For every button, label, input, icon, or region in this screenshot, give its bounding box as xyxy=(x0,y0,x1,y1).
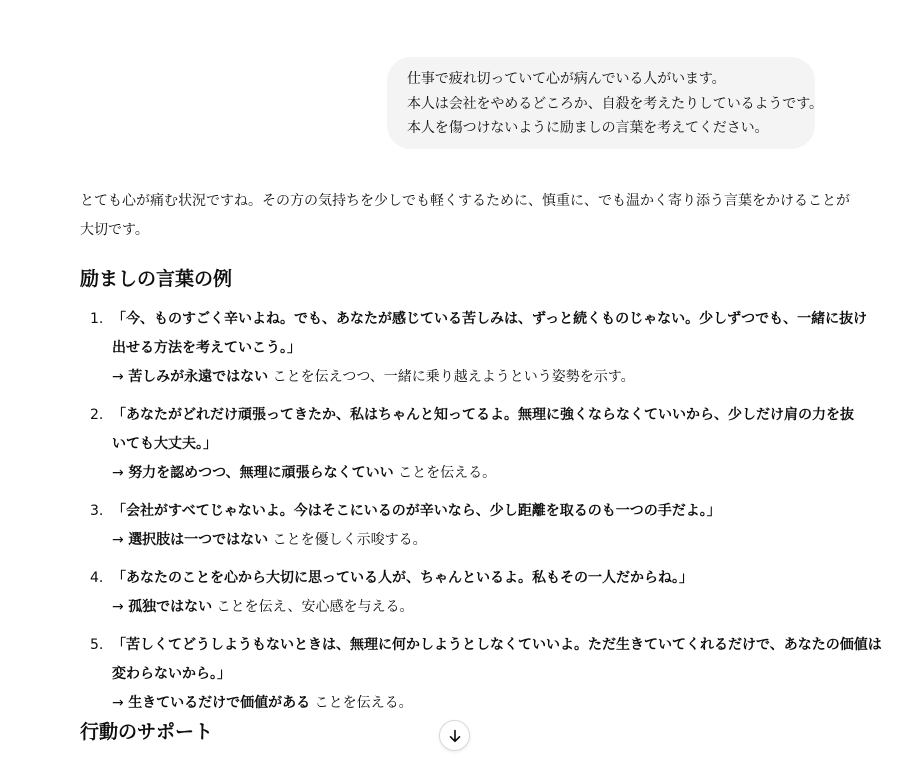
explanation-line xyxy=(112,526,820,555)
arrow-glyph: → xyxy=(112,695,124,711)
list-item-number: 3. xyxy=(90,503,104,519)
user-message-bubble xyxy=(387,57,823,149)
explanation-note: ことを優しく示唆する。 xyxy=(272,532,427,548)
quote-line: 変わらないから。」 xyxy=(112,666,231,682)
key-point: 孤独ではない xyxy=(128,599,213,615)
intro-paragraph xyxy=(80,187,850,245)
key-point: 選択肢は一つではない xyxy=(128,532,269,548)
encouragement-list xyxy=(80,305,882,718)
section-heading: 行動のサポート xyxy=(80,721,214,743)
list-item-number: 1. xyxy=(90,311,104,327)
explanation-line xyxy=(112,593,820,622)
intro-line: 大切です。 xyxy=(80,222,149,238)
intro-line: とても心が痛む状況ですね。その方の気持ちを少しでも軽くするために、慎重に、でも温かく寄り添う言葉をかけることが xyxy=(80,193,850,209)
arrow-glyph: → xyxy=(112,532,124,548)
section-heading: 励ましの言葉の例 xyxy=(80,268,233,290)
quote-line: いても大丈夫。」 xyxy=(112,436,217,452)
user-message-line: 本人は会社をやめるどころか、自殺を考えたりしているようです。 xyxy=(407,95,823,112)
explanation-line xyxy=(112,459,854,488)
list-item xyxy=(80,631,882,718)
list-item xyxy=(80,564,820,622)
list-item xyxy=(80,401,854,488)
quote-line: 「今、ものすごく辛いよね。でも、あなたが感じている苦しみは、ずっと続くものじゃない。少しずつでも、一緒に抜け xyxy=(112,311,868,327)
key-point: 努力を認めつつ、無理に頑張らなくていい xyxy=(128,465,394,481)
explanation-line xyxy=(112,689,882,718)
list-item-number: 4. xyxy=(90,570,104,586)
user-message-line: 仕事で疲れ切っていて心が病んでいる人がいます。 xyxy=(407,71,726,87)
explanation-note: ことを伝える。 xyxy=(314,695,413,711)
list-item xyxy=(80,497,820,555)
quote-line: 出せる方法を考えていこう。」 xyxy=(112,340,301,356)
list-item-number: 5. xyxy=(90,637,104,653)
arrow-down-icon xyxy=(447,728,463,744)
list-item-number: 2. xyxy=(90,407,104,423)
explanation-note: ことを伝え、安心感を与える。 xyxy=(216,599,414,615)
explanation-line xyxy=(112,363,867,392)
quote-line: 「苦しくてどうしようもないときは、無理に何かしようとしなくていいよ。ただ生きていてくれるだけで、あなたの価値は xyxy=(112,637,882,653)
quote-line: 「あなたのことを心から大切に思っている人が、ちゃんといるよ。私もその一人だからね。」 xyxy=(112,570,693,586)
quote-line: 「あなたがどれだけ頑張ってきたか、私はちゃんと知ってるよ。無理に強くならなくていいから、少しだけ肩の力を抜 xyxy=(112,407,854,423)
arrow-glyph: → xyxy=(112,369,124,385)
explanation-note: ことを伝える。 xyxy=(398,465,497,481)
assistant-message xyxy=(80,187,882,727)
key-point: 苦しみが永遠ではない xyxy=(128,369,269,385)
arrow-glyph: → xyxy=(112,465,124,481)
explanation-note: ことを伝えつつ、一緒に乗り越えようという姿勢を示す。 xyxy=(272,369,635,385)
list-item xyxy=(80,305,868,392)
scroll-to-bottom-button[interactable] xyxy=(439,720,470,751)
arrow-glyph: → xyxy=(112,599,124,615)
key-point: 生きているだけで価値がある xyxy=(128,695,311,711)
user-message-line: 本人を傷つけないように励ましの言葉を考えてください。 xyxy=(407,120,769,136)
quote-line: 「会社がすべてじゃないよ。今はそこにいるのが辛いなら、少し距離を取るのも一つの手だよ。」 xyxy=(112,503,721,519)
